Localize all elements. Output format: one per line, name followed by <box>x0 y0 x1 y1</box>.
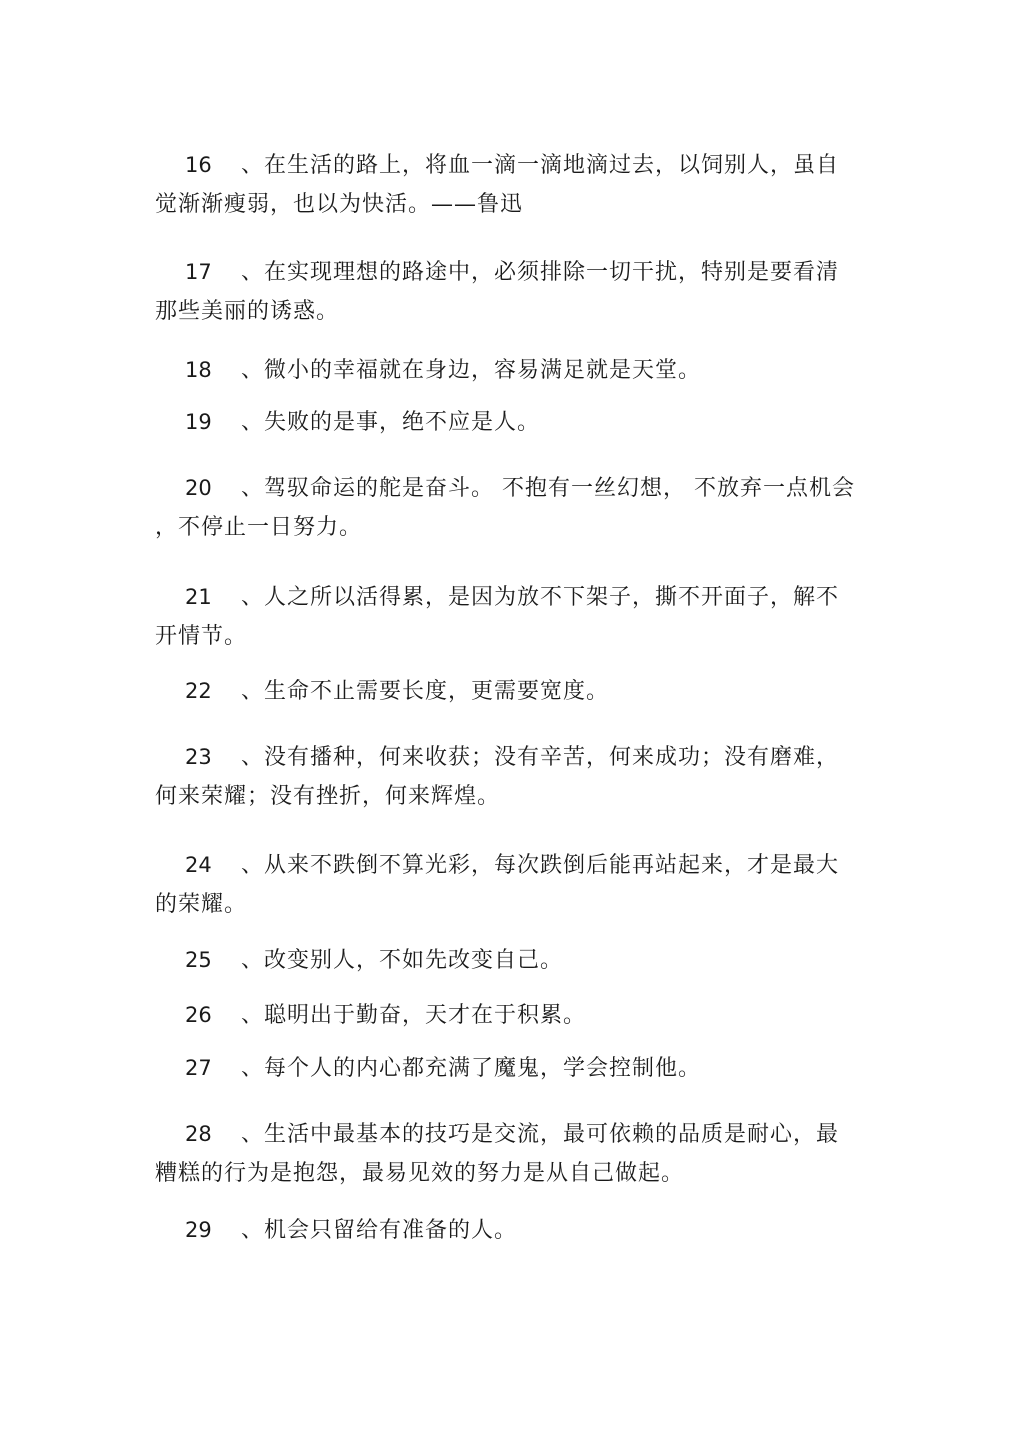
quote-line <box>155 145 855 185</box>
quote-line <box>155 185 855 225</box>
quote-text: 、失败的是事，绝不应是人。 <box>241 410 541 435</box>
quote-line <box>155 1048 855 1088</box>
quote-17 <box>155 252 855 332</box>
quote-line <box>155 777 855 817</box>
quote-text: 、微小的幸福就在身边，容易满足就是天堂。 <box>241 358 702 383</box>
quote-20 <box>155 468 855 548</box>
quote-29 <box>155 1210 855 1250</box>
quote-line <box>155 940 855 980</box>
quote-line <box>155 468 855 508</box>
quote-line <box>155 252 855 292</box>
quote-line <box>155 402 855 442</box>
quote-number: 24 <box>185 853 212 877</box>
quote-text: 、在生活的路上，将血一滴一滴地滴过去，以饲别人，虽自 <box>241 153 840 178</box>
quote-25 <box>155 940 855 980</box>
quote-text: 那些美丽的诱惑。 <box>155 299 340 324</box>
quote-line <box>155 995 855 1035</box>
quote-number: 18 <box>185 358 212 382</box>
quote-number: 21 <box>185 585 212 609</box>
quote-text: 、从来不跌倒不算光彩，每次跌倒后能再站起来，才是最大 <box>241 853 840 878</box>
quote-line <box>155 737 855 777</box>
quote-line <box>155 617 855 657</box>
quote-28 <box>155 1114 855 1194</box>
quote-line <box>155 292 855 332</box>
quote-number: 23 <box>185 745 212 769</box>
quote-line <box>155 577 855 617</box>
quote-27 <box>155 1048 855 1088</box>
quote-text: 觉渐渐瘦弱，也以为快活。——鲁迅 <box>155 192 524 217</box>
quote-number: 27 <box>185 1056 212 1080</box>
quote-text: 、改变别人，不如先改变自己。 <box>241 948 564 973</box>
quote-text: 、生命不止需要长度，更需要宽度。 <box>241 679 610 704</box>
quote-number: 17 <box>185 260 212 284</box>
quote-line <box>155 671 855 711</box>
quote-text: 、生活中最基本的技巧是交流，最可依赖的品质是耐心，最 <box>241 1122 840 1147</box>
quote-16 <box>155 145 855 225</box>
quote-number: 16 <box>185 153 212 177</box>
quote-text: 、每个人的内心都充满了魔鬼，学会控制他。 <box>241 1056 702 1081</box>
quote-text: 的荣耀。 <box>155 892 248 917</box>
quote-line <box>155 350 855 390</box>
quote-text: 、驾驭命运的舵是奋斗。 不抱有一丝幻想， 不放弃一点机会 <box>241 476 855 501</box>
quote-19 <box>155 402 855 442</box>
quote-text: 、人之所以活得累，是因为放不下架子，撕不开面子，解不 <box>241 585 840 610</box>
quote-number: 29 <box>185 1218 212 1242</box>
quote-text: 糟糕的行为是抱怨，最易见效的努力是从自己做起。 <box>155 1161 685 1186</box>
quote-line <box>155 1210 855 1250</box>
quote-text: 何来荣耀；没有挫折，何来辉煌。 <box>155 784 501 809</box>
quote-number: 26 <box>185 1003 212 1027</box>
quote-text: 、没有播种，何来收获；没有辛苦，何来成功；没有磨难， <box>241 745 840 770</box>
quote-24 <box>155 845 855 925</box>
quote-line <box>155 885 855 925</box>
quote-text: 开情节。 <box>155 624 248 649</box>
quote-line <box>155 845 855 885</box>
quote-number: 22 <box>185 679 212 703</box>
quote-18 <box>155 350 855 390</box>
quote-number: 28 <box>185 1122 212 1146</box>
quote-number: 20 <box>185 476 212 500</box>
quote-text: 、在实现理想的路途中，必须排除一切干扰，特别是要看清 <box>241 260 840 285</box>
quote-text: 、机会只留给有准备的人。 <box>241 1218 518 1243</box>
quote-line <box>155 1114 855 1154</box>
quote-23 <box>155 737 855 817</box>
quote-21 <box>155 577 855 657</box>
quote-number: 25 <box>185 948 212 972</box>
quote-number: 19 <box>185 410 212 434</box>
quote-text: ，不停止一日努力。 <box>155 515 363 540</box>
quote-22 <box>155 671 855 711</box>
quote-26 <box>155 995 855 1035</box>
quote-line <box>155 508 855 548</box>
quote-text: 、聪明出于勤奋，天才在于积累。 <box>241 1003 587 1028</box>
quote-line <box>155 1154 855 1194</box>
